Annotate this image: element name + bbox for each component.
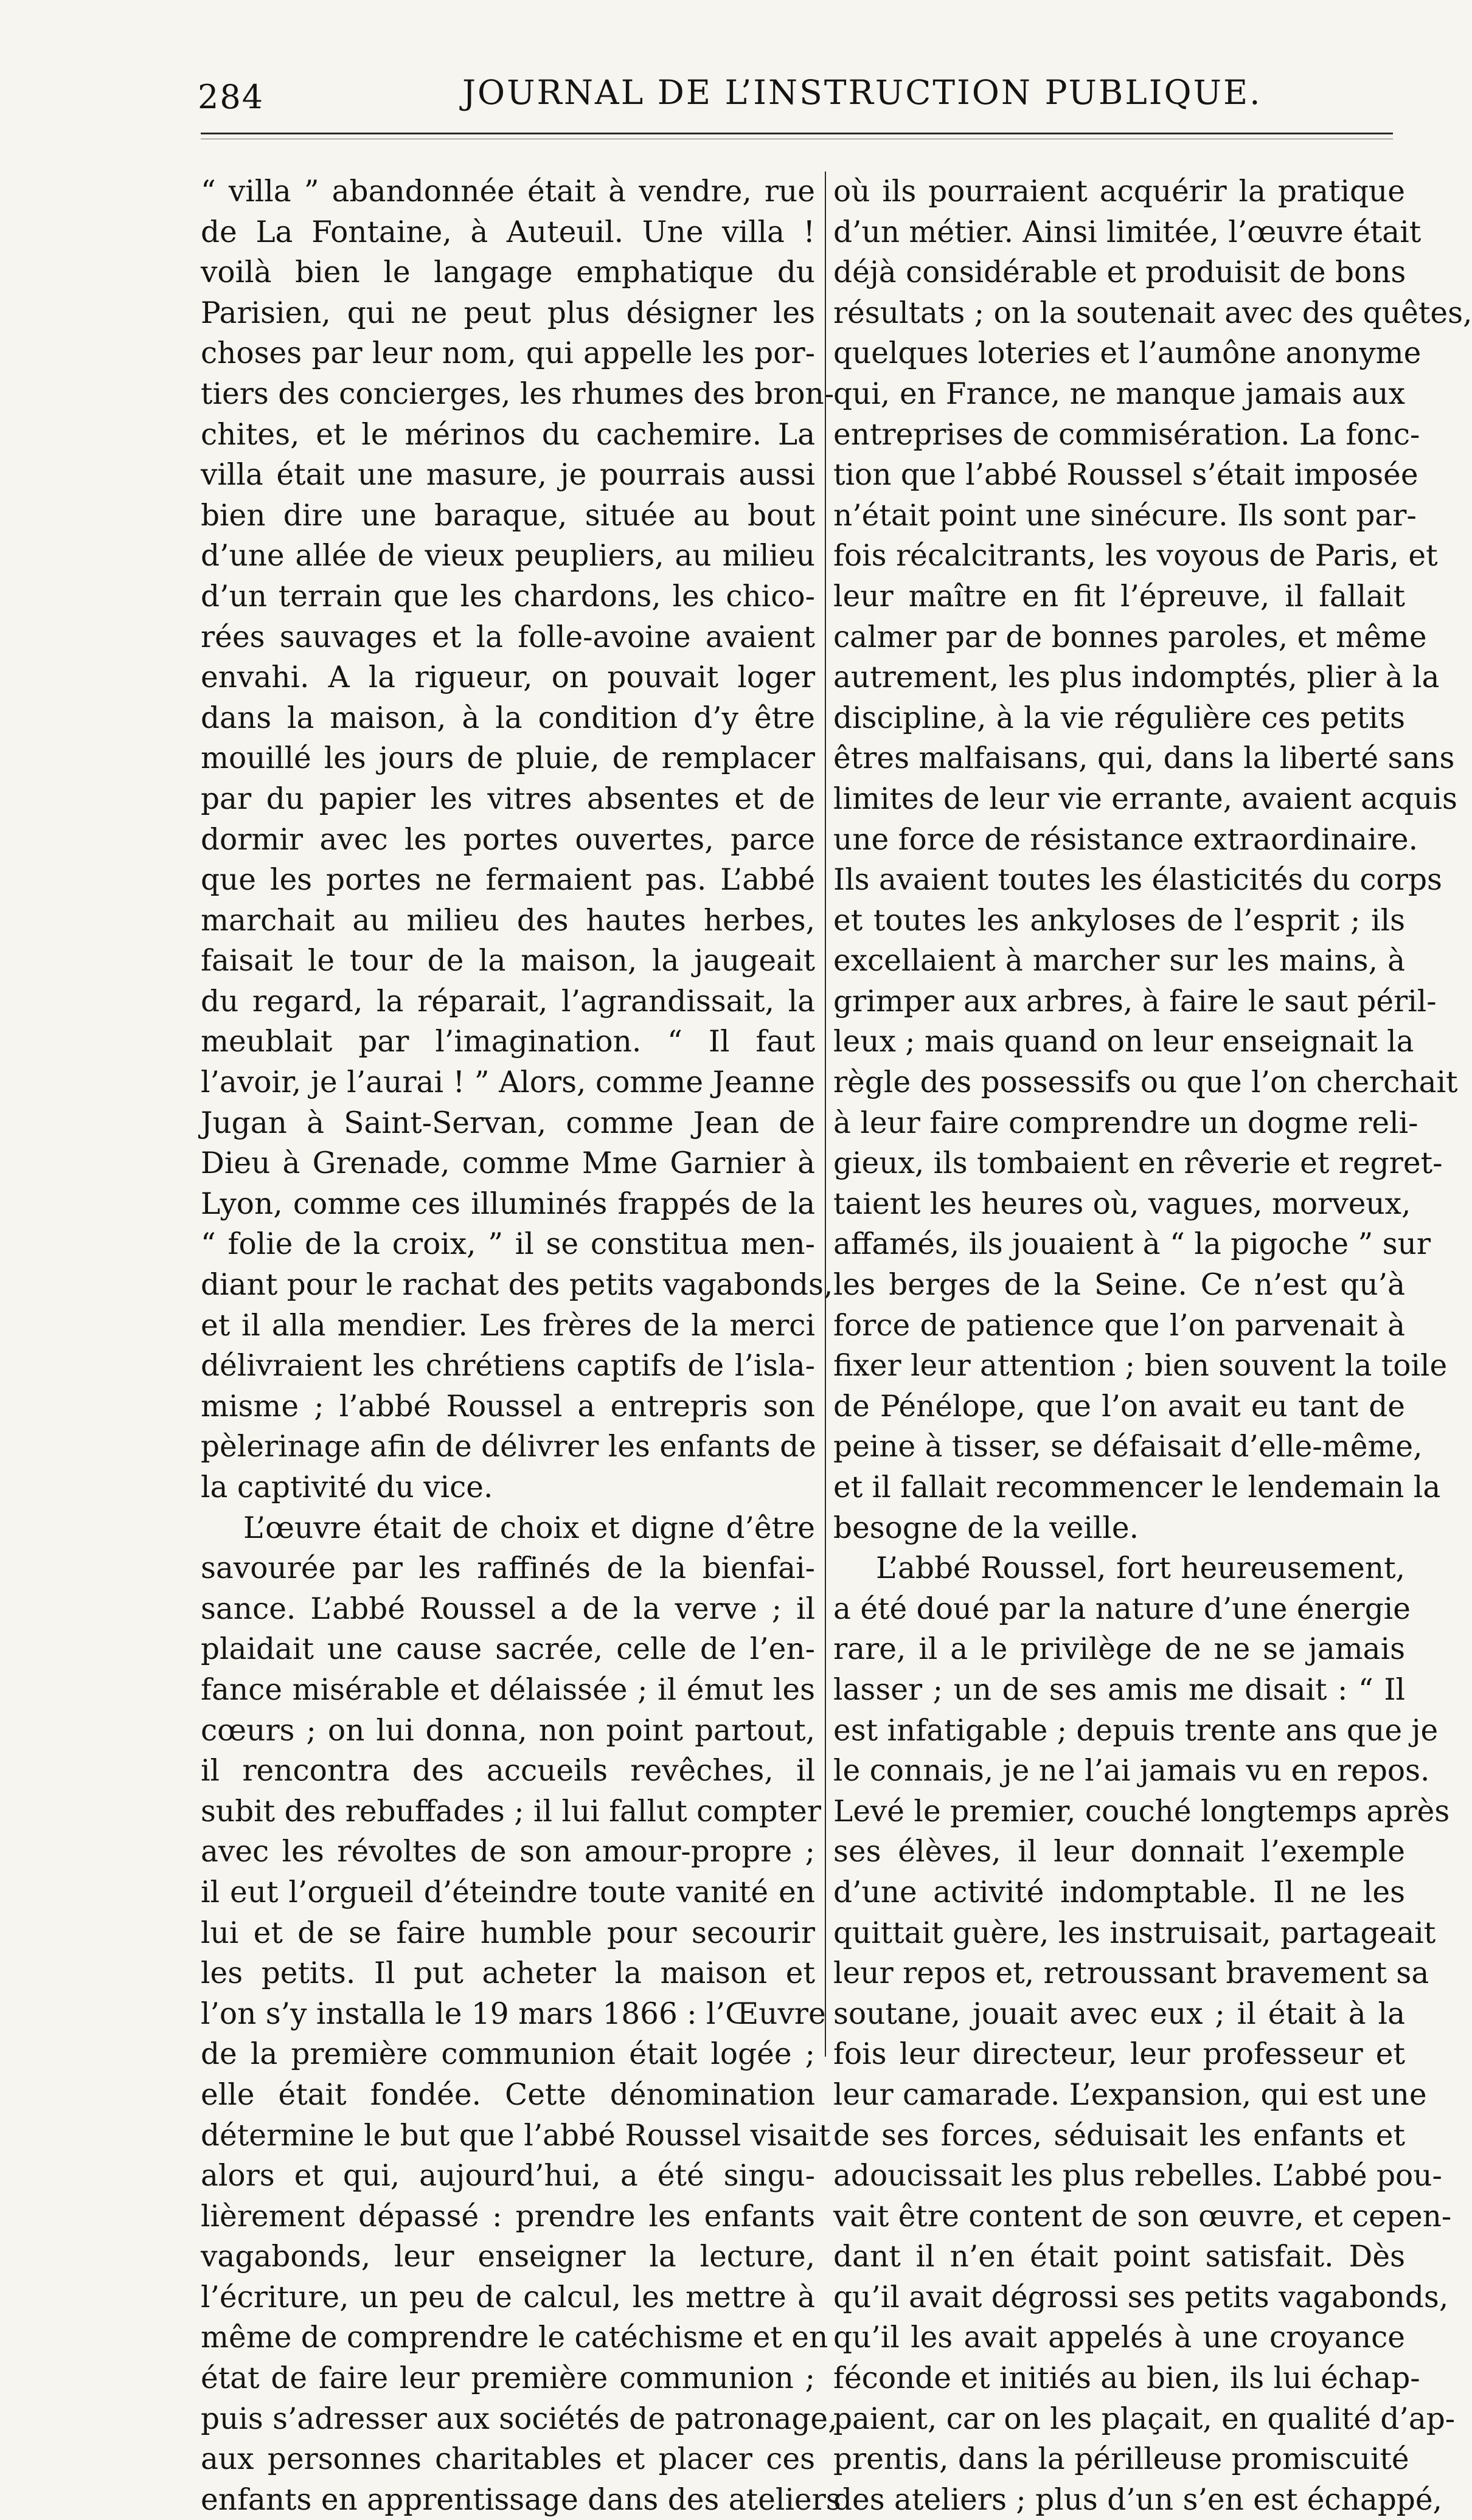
left-column — [201, 171, 841, 2520]
text-line: aux personnes charitables et placer ces — [201, 2442, 815, 2477]
text-line: le connais, je ne l’ai jamais vu en repos. — [833, 1754, 1430, 1788]
text-line: discipline, à la vie régulière ces petits — [833, 701, 1405, 735]
text-line: rare, il a le privilège de ne se jamais — [833, 1632, 1405, 1667]
text-line: vagabonds, leur enseigner la lecture, — [201, 2240, 815, 2274]
text-line: Ils avaient toutes les élasticités du corps — [833, 863, 1442, 898]
text-line: grimper aux arbres, à faire le saut péril- — [833, 984, 1437, 1019]
text-line: êtres malfaisans, qui, dans la liberté sans — [833, 741, 1455, 776]
text-line: cœurs ; on lui donna, non point partout, — [201, 1713, 815, 1748]
text-line: Dieu à Grenade, comme Mme Garnier à — [201, 1146, 815, 1181]
text-line: L’abbé Roussel, fort heureusement, — [876, 1551, 1405, 1586]
header-rule — [201, 133, 1393, 134]
page-number: 284 — [198, 78, 265, 116]
text-line: subit des rebuffades ; il lui fallut compter — [201, 1794, 821, 1829]
text-line: fance misérable et délaissée ; il émut les — [201, 1672, 815, 1707]
text-line: féconde et initiés au bien, ils lui échap- — [833, 2361, 1420, 2396]
text-line: taient les heures où, vagues, morveux, — [833, 1186, 1411, 1221]
text-line: la captivité du vice. — [201, 1470, 493, 1504]
text-line: envahi. A la rigueur, on pouvait loger — [201, 660, 815, 695]
text-line: choses par leur nom, qui appelle les por- — [201, 336, 815, 371]
text-line: alors et qui, aujourd’hui, a été singu- — [201, 2159, 815, 2193]
text-line: quittait guère, les instruisait, partageait — [833, 1916, 1436, 1950]
text-line: peine à tisser, se défaisait d’elle-même, — [833, 1430, 1423, 1464]
text-line: de ses forces, séduisait les enfants et — [833, 2118, 1405, 2153]
text-line: une force de résistance extraordinaire. — [833, 822, 1418, 857]
text-line: force de patience que l’on parvenait à — [833, 1308, 1405, 1343]
text-line: dans la maison, à la condition d’y être — [201, 701, 815, 735]
text-line: d’une allée de vieux peupliers, au milieu — [201, 539, 815, 573]
text-line: misme ; l’abbé Roussel a entrepris son — [201, 1389, 815, 1424]
text-line: enfants en apprentissage dans des ateliers — [201, 2482, 841, 2517]
text-line: a été doué par la nature d’une énergie — [833, 1591, 1411, 1626]
text-line: résultats ; on la soutenait avec des quêtes, — [833, 296, 1472, 330]
text-line: soutane, jouait avec eux ; il était à la — [833, 1996, 1405, 2031]
text-line: par du papier les vitres absentes et de — [201, 781, 815, 816]
text-line: faisait le tour de la maison, la jaugeait — [201, 944, 815, 978]
text-line: fixer leur attention ; bien souvent la toile — [833, 1349, 1448, 1383]
text-line: qui, en France, ne manque jamais aux — [833, 376, 1405, 411]
text-line: leur repos et, retroussant bravement sa — [833, 1956, 1429, 1991]
text-line: d’une activité indomptable. Il ne les — [833, 1875, 1405, 1909]
text-line: est infatigable ; depuis trente ans que je — [833, 1713, 1439, 1748]
text-line: rées sauvages et la folle-avoine avaient — [201, 620, 815, 654]
text-line: fois récalcitrants, les voyous de Paris, et — [833, 539, 1438, 573]
text-line: chites, et le mérinos du cachemire. La — [201, 417, 815, 452]
text-line: dant il n’en était point satisfait. Dès — [833, 2240, 1405, 2274]
text-line: et il fallait recommencer le lendemain la — [833, 1470, 1441, 1504]
text-line: leux ; mais quand on leur enseignait la — [833, 1025, 1414, 1059]
text-line: plaidait une cause sacrée, celle de l’en- — [201, 1632, 815, 1667]
text-line: L’œuvre était de choix et digne d’être — [243, 1511, 815, 1545]
text-line: entreprises de commisération. La fonc- — [833, 417, 1420, 452]
text-line: détermine le but que l’abbé Roussel visait — [201, 2118, 831, 2153]
text-line: vait être content de son œuvre, et cepen- — [833, 2199, 1452, 2234]
text-line: ses élèves, il leur donnait l’exemple — [833, 1835, 1405, 1869]
text-line: paient, car on les plaçait, en qualité d’ap- — [833, 2401, 1456, 2436]
text-line: puis s’adresser aux sociétés de patronage, — [201, 2401, 838, 2436]
text-line: adoucissait les plus rebelles. L’abbé pou- — [833, 2159, 1442, 2193]
text-line: état de faire leur première communion ; — [201, 2361, 815, 2396]
text-line: leur maître en fit l’épreuve, il fallait — [833, 579, 1405, 614]
text-line: qu’il avait dégrossi ses petits vagabonds, — [833, 2280, 1449, 2314]
text-line: l’avoir, je l’aurai ! ” Alors, comme Jeanne — [201, 1065, 815, 1100]
text-line: de la première communion était logée ; — [201, 2037, 815, 2072]
text-line: il eut l’orgueil d’éteindre toute vanité en — [201, 1875, 815, 1909]
text-line: même de comprendre le catéchisme et en — [201, 2321, 828, 2355]
text-line: l’écriture, un peu de calcul, les mettre à — [201, 2280, 815, 2314]
text-line: besogne de la veille. — [833, 1511, 1139, 1545]
text-line: Lyon, comme ces illuminés frappés de la — [201, 1186, 815, 1221]
text-line: que les portes ne fermaient pas. L’abbé — [201, 863, 815, 898]
right-column — [833, 171, 1472, 2520]
text-line: tion que l’abbé Roussel s’était imposée — [833, 458, 1418, 493]
text-line: mouillé les jours de pluie, de remplacer — [201, 741, 815, 776]
text-line: Jugan à Saint-Servan, comme Jean de — [201, 1106, 815, 1140]
text-line: excellaient à marcher sur les mains, à — [833, 944, 1405, 978]
text-line: Parisien, qui ne peut plus désigner les — [201, 296, 815, 330]
column-divider — [825, 171, 826, 2057]
text-line: fois leur directeur, leur professeur et — [833, 2037, 1405, 2072]
text-line: villa était une masure, je pourrais aussi — [201, 458, 815, 493]
text-line: à leur faire comprendre un dogme reli- — [833, 1106, 1418, 1140]
text-line: meublait par l’imagination. “ Il faut — [201, 1025, 815, 1059]
text-line: leur camarade. L’expansion, qui est une — [833, 2077, 1427, 2112]
text-line: lasser ; un de ses amis me disait : “ Il — [833, 1672, 1405, 1707]
text-line: autrement, les plus indomptés, plier à la — [833, 660, 1440, 695]
text-line: voilà bien le langage emphatique du — [201, 255, 815, 290]
text-line: délivraient les chrétiens captifs de l’isla- — [201, 1349, 815, 1383]
text-line: marchait au milieu des hautes herbes, — [201, 903, 815, 938]
text-line: gieux, ils tombaient en rêverie et regret- — [833, 1146, 1443, 1181]
text-line: les berges de la Seine. Ce n’est qu’à — [833, 1268, 1405, 1303]
text-line: et il alla mendier. Les frères de la merci — [201, 1308, 815, 1343]
text-line: du regard, la réparait, l’agrandissait, la — [201, 984, 815, 1019]
text-line: n’était point une sinécure. Ils sont par- — [833, 498, 1417, 533]
text-line: limites de leur vie errante, avaient acquis — [833, 781, 1457, 816]
text-line: où ils pourraient acquérir la pratique — [833, 175, 1405, 209]
text-line: tiers des concierges, les rhumes des bron- — [201, 376, 835, 411]
text-line: affamés, ils jouaient à “ la pigoche ” sur — [833, 1227, 1431, 1262]
text-line: elle était fondée. Cette dénomination — [201, 2077, 815, 2112]
text-line: pèlerinage afin de délivrer les enfants de — [201, 1430, 816, 1464]
text-line: règle des possessifs ou que l’on cherchait — [833, 1065, 1458, 1100]
text-line: savourée par les raffinés de la bienfai- — [201, 1551, 815, 1586]
text-line: d’un terrain que les chardons, les chico- — [201, 579, 815, 614]
text-line: lui et de se faire humble pour secourir — [201, 1916, 815, 1950]
text-line: calmer par de bonnes paroles, et même — [833, 620, 1427, 654]
text-line: des ateliers ; plus d’un s’en est échappé, — [833, 2482, 1442, 2517]
text-line: lièrement dépassé : prendre les enfants — [201, 2199, 815, 2234]
text-line: d’un métier. Ainsi limitée, l’œuvre était — [833, 215, 1422, 249]
text-line: prentis, dans la périlleuse promiscuité — [833, 2442, 1409, 2477]
text-line: il rencontra des accueils revêches, il — [201, 1754, 815, 1788]
text-line: “ villa ” abandonnée était à vendre, rue — [201, 175, 815, 209]
text-line: les petits. Il put acheter la maison et — [201, 1956, 815, 1991]
text-line: qu’il les avait appelés à une croyance — [833, 2321, 1405, 2355]
text-line: “ folie de la croix, ” il se constitua men- — [201, 1227, 815, 1262]
text-line: quelques loteries et l’aumône anonyme — [833, 336, 1422, 371]
text-line: avec les révoltes de son amour-propre ; — [201, 1835, 815, 1869]
text-line: diant pour le rachat des petits vagabonds, — [201, 1268, 833, 1303]
text-line: de La Fontaine, à Auteuil. Une villa ! — [201, 215, 815, 249]
text-line: dormir avec les portes ouvertes, parce — [201, 822, 815, 857]
text-line: Levé le premier, couché longtemps après — [833, 1794, 1450, 1829]
text-line: l’on s’y installa le 19 mars 1866 : l’Œuvre — [201, 1996, 826, 2031]
text-line: bien dire une baraque, située au bout — [201, 498, 815, 533]
text-line: sance. L’abbé Roussel a de la verve ; il — [201, 1591, 815, 1626]
text-line: déjà considérable et produisit de bons — [833, 255, 1406, 290]
text-line: de Pénélope, que l’on avait eu tant de — [833, 1389, 1405, 1424]
text-line: et toutes les ankyloses de l’esprit ; ils — [833, 903, 1405, 938]
running-head: JOURNAL DE L’INSTRUCTION PUBLIQUE. — [462, 73, 1262, 112]
